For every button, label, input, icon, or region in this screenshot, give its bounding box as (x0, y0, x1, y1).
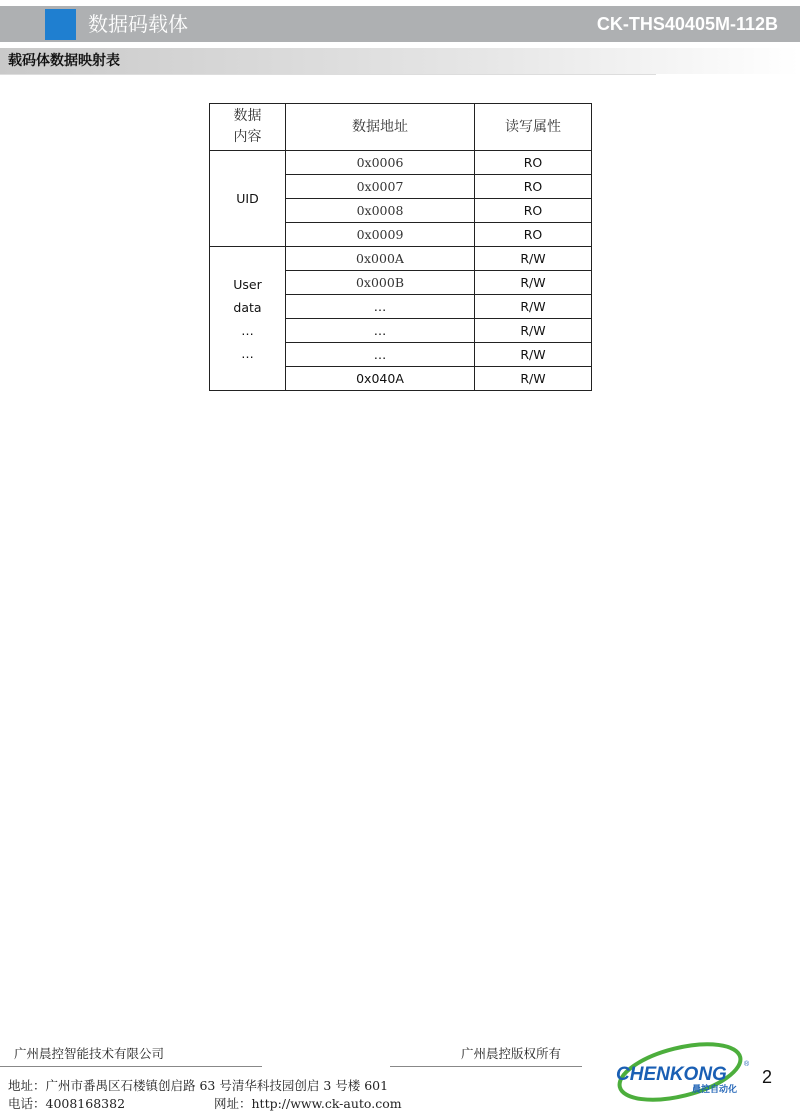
address-cell: … (286, 295, 475, 319)
access-cell: R/W (475, 343, 592, 367)
address-cell: … (286, 319, 475, 343)
footer-rights: 广州晨控版权所有 (461, 1046, 562, 1061)
logo-registered-mark: ® (744, 1061, 750, 1068)
address-cell: 0x0008 (286, 199, 475, 223)
model-number: CK-THS40405M-112B (596, 14, 778, 34)
address-cell: 0x040A (286, 367, 475, 391)
address-cell: 0x000B (286, 271, 475, 295)
footer-website: 网址：http://www.ck-auto.com (214, 1096, 402, 1111)
table-row (210, 151, 592, 175)
address-cell: 0x0007 (286, 175, 475, 199)
header-content-label: 数据 内容 (233, 108, 262, 145)
header-address: 数据地址 (286, 104, 475, 151)
access-cell: RO (475, 175, 592, 199)
data-mapping-table (209, 103, 592, 391)
access-cell: RO (475, 223, 592, 247)
group-label-line: … (241, 345, 254, 361)
table-header-row (210, 104, 592, 151)
section-heading: 载码体数据映射表 (8, 53, 120, 69)
group-label-line: User (233, 276, 262, 292)
group-label-user-data (210, 247, 286, 391)
access-cell: R/W (475, 295, 592, 319)
access-cell: RO (475, 151, 592, 175)
access-cell: R/W (475, 367, 592, 391)
section-divider (0, 74, 656, 75)
chenkong-logo (612, 1042, 752, 1102)
group-label-line: UID (236, 191, 259, 206)
access-cell: R/W (475, 247, 592, 271)
address-cell: 0x0006 (286, 151, 475, 175)
page-number: 2 (762, 1067, 773, 1087)
group-label-uid (210, 151, 286, 247)
address-cell: 0x0009 (286, 223, 475, 247)
group-label-line: … (241, 322, 254, 338)
logo-subtext: 晨控自动化 (692, 1085, 738, 1095)
address-cell: 0x000A (286, 247, 475, 271)
footer-company: 广州晨控智能技术有限公司 (14, 1046, 165, 1061)
footer-divider-left (0, 1066, 262, 1067)
header-access: 读写属性 (475, 104, 592, 151)
footer-divider-right (390, 1066, 582, 1067)
footer-phone: 电话：4008168382 (8, 1096, 126, 1111)
header-accent-square (45, 9, 76, 40)
logo-wordmark: CHENKONG (616, 1064, 727, 1085)
access-cell: R/W (475, 319, 592, 343)
table-row (210, 247, 592, 271)
header-content (210, 104, 286, 151)
header-bar (0, 6, 800, 42)
address-cell: … (286, 343, 475, 367)
section-bar (0, 48, 800, 74)
access-cell: RO (475, 199, 592, 223)
access-cell: R/W (475, 271, 592, 295)
footer-address: 地址：广州市番禺区石楼镇创启路 63 号清华科技园创启 3 号楼 601 (8, 1078, 389, 1093)
group-label-line: data (233, 299, 262, 315)
document-title: 数据码载体 (88, 12, 188, 36)
